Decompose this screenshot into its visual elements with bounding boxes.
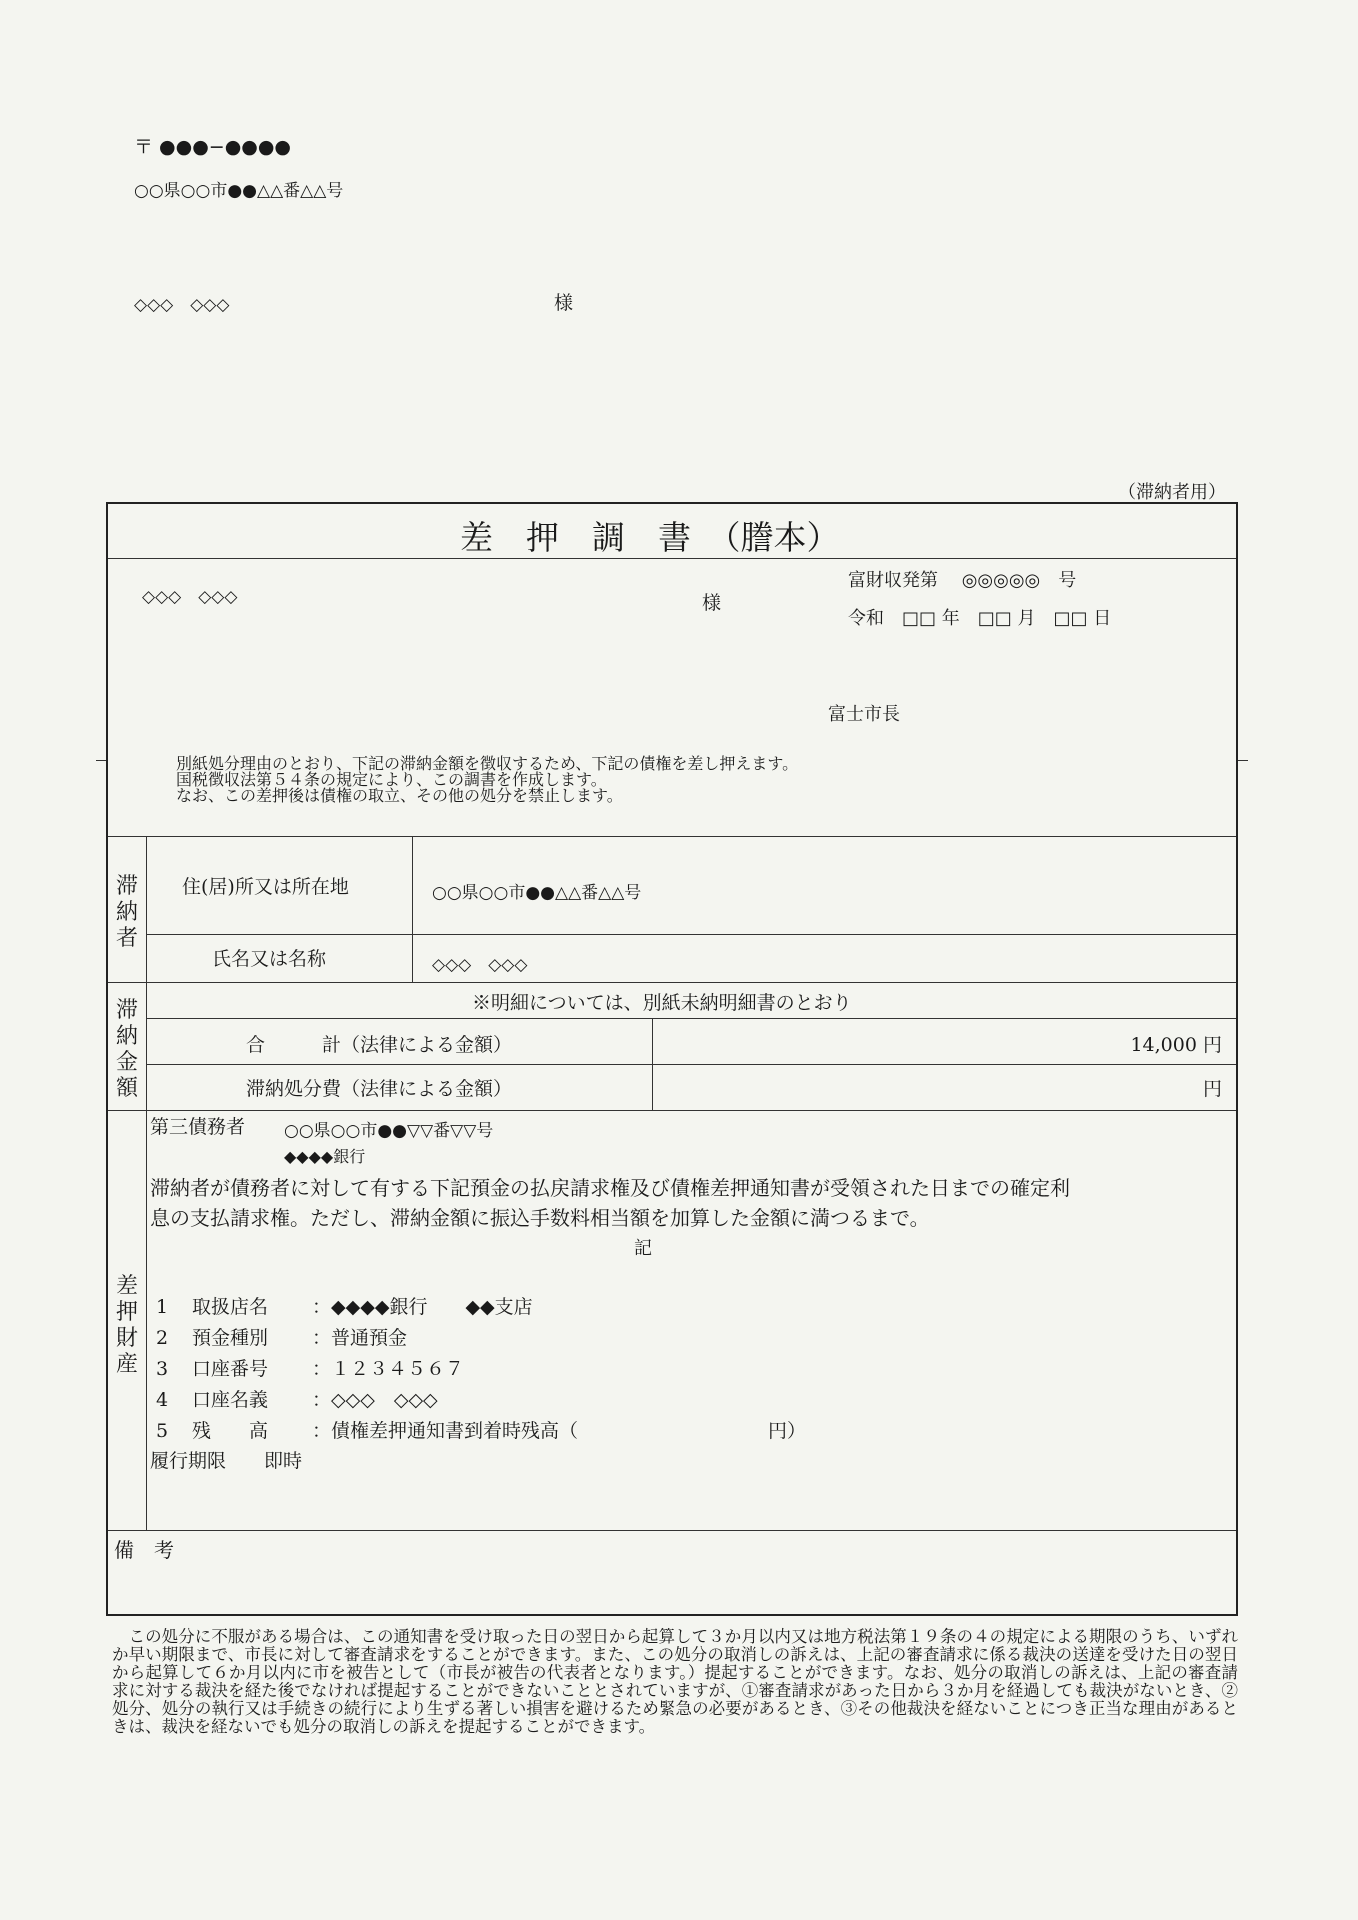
- document-number: 富財収発第 ◎◎◎◎◎ 号: [848, 570, 1077, 591]
- amount-note: ※明細については、別紙未納明細書のとおり: [472, 992, 852, 1014]
- amount-section-label: 滞納金額: [115, 998, 138, 1101]
- intro-line-2: 国税徴収法第５４条の規定により、この調書を作成します。: [176, 770, 607, 789]
- item-value: ：◇◇◇ ◇◇◇: [312, 1389, 438, 1411]
- total-divider: [146, 1064, 1236, 1065]
- fee-label: 滞納処分費（法律による金額）: [246, 1078, 513, 1100]
- fee-value: 円: [1202, 1078, 1222, 1100]
- item-value: ：債権差押通知書到着時残高（ 円）: [312, 1420, 807, 1442]
- amount-divider: [108, 1110, 1236, 1111]
- third-debtor-label: 第三債務者: [150, 1116, 246, 1138]
- item-number: 5: [156, 1420, 169, 1442]
- item-label: 口座番号: [192, 1358, 269, 1380]
- name-value: ◇◇◇ ◇◇◇: [432, 955, 528, 975]
- performance-deadline: 履行期限 即時: [150, 1450, 303, 1472]
- address-value: ○○県○○市●●△△番△△号: [432, 883, 642, 903]
- total-value: 14,000 円: [1130, 1034, 1222, 1056]
- envelope-honorific: 様: [554, 292, 574, 314]
- item-number: 1: [156, 1296, 169, 1318]
- property-divider: [108, 1530, 1236, 1531]
- document-date: 令和 □□ 年 □□ 月 □□ 日: [848, 608, 1112, 629]
- property-item: [156, 1385, 806, 1416]
- item-label: 口座名義: [192, 1389, 269, 1411]
- document-honorific: 様: [702, 592, 722, 614]
- item-label: 取扱店名: [192, 1296, 269, 1318]
- third-debtor-name: ◆◆◆◆銀行: [284, 1147, 366, 1166]
- property-items: [156, 1292, 806, 1447]
- label-column-divider: [146, 836, 147, 1530]
- document-recipient: ◇◇◇ ◇◇◇: [142, 587, 238, 607]
- property-item: [156, 1416, 806, 1447]
- address-divider: [146, 934, 1236, 935]
- property-item: [156, 1323, 806, 1354]
- document-title: 差 押 調 書 （謄本）: [460, 518, 840, 557]
- envelope-recipient: ◇◇◇ ◇◇◇: [134, 295, 230, 315]
- address-label: 住(居)所又は所在地: [182, 876, 349, 898]
- intro-line-3: なお、この差押後は債権の取立、その他の処分を禁止します。: [176, 786, 623, 805]
- registration-mark-left: [96, 760, 106, 761]
- third-debtor-address: ○○県○○市●●▽▽番▽▽号: [284, 1121, 494, 1141]
- item-value: ：普通預金: [312, 1327, 408, 1349]
- property-section-label: 差押財産: [115, 1274, 138, 1377]
- property-item: [156, 1354, 806, 1385]
- note-divider: [146, 1018, 1236, 1019]
- seizure-record-document: [106, 502, 1238, 1616]
- title-divider: [108, 558, 1236, 559]
- copy-label: （滞納者用）: [1118, 482, 1226, 503]
- item-number: 3: [156, 1358, 169, 1380]
- issuer: 富士市長: [828, 704, 900, 725]
- property-item: [156, 1292, 806, 1323]
- item-value: ：１２３４５６７: [312, 1358, 465, 1380]
- name-label: 氏名又は名称: [212, 948, 327, 970]
- item-value: ：◆◆◆◆銀行 ◆◆支店: [312, 1296, 533, 1318]
- ki-mark: 記: [634, 1238, 652, 1259]
- property-description-2: 息の支払請求権。ただし、滞納金額に振込手数料相当額を加算した金額に満つるまで。: [150, 1206, 930, 1230]
- delinquent-section-label: 滞納者: [115, 874, 138, 951]
- appeal-notice: この処分に不服がある場合は、この通知書を受け取った日の翌日から起算して３か月以内又は地方税法第１９条の４の規定による期限のうち、いずれか早い期限まで、市長に対して審査請求をすることができます。また、この処分の取消しの訴えは、上記の審査請求に係る裁決の送達を受けた日の翌日から起算して６か月以内に市を被告として（市長が被告の代表者となります。）提起することができます。なお、処分の取消しの訴えは、上記の審査請求に対する裁決を経た後でなければ提起することができないこととされていますが、①審査請求があった日から３か月を経過しても裁決がないとき、②処分、処分の執行又は手続きの続行により生ずる著しい損害を避けるため緊急の必要があるとき、③その他裁決を経ないことにつき正当な理由があるときは、裁決を経ないでも処分の取消しの訴えを提起することができます。: [112, 1627, 1238, 1736]
- intro-line-1: 別紙処分理由のとおり、下記の滞納金額を徴収するため、下記の債権を差し押えます。: [176, 754, 799, 773]
- item-number: 4: [156, 1389, 169, 1411]
- delinquent-inner-divider: [412, 836, 413, 982]
- item-label: 残 高: [192, 1420, 269, 1442]
- remarks-label: 備 考: [114, 1538, 174, 1562]
- total-label: 合 計（法律による金額）: [246, 1034, 513, 1056]
- registration-mark-right: [1238, 760, 1248, 761]
- item-number: 2: [156, 1327, 169, 1349]
- intro-divider: [108, 836, 1236, 837]
- postal-code: 〒 ●●●−●●●●: [134, 136, 292, 158]
- intro-text: [176, 756, 798, 804]
- item-label: 預金種別: [192, 1327, 269, 1349]
- property-description-1: 滞納者が債務者に対して有する下記預金の払戻請求権及び債権差押通知書が受領された日までの確定利: [150, 1176, 1070, 1200]
- envelope-address: ○○県○○市●●△△番△△号: [134, 181, 344, 201]
- delinquent-divider: [108, 982, 1236, 983]
